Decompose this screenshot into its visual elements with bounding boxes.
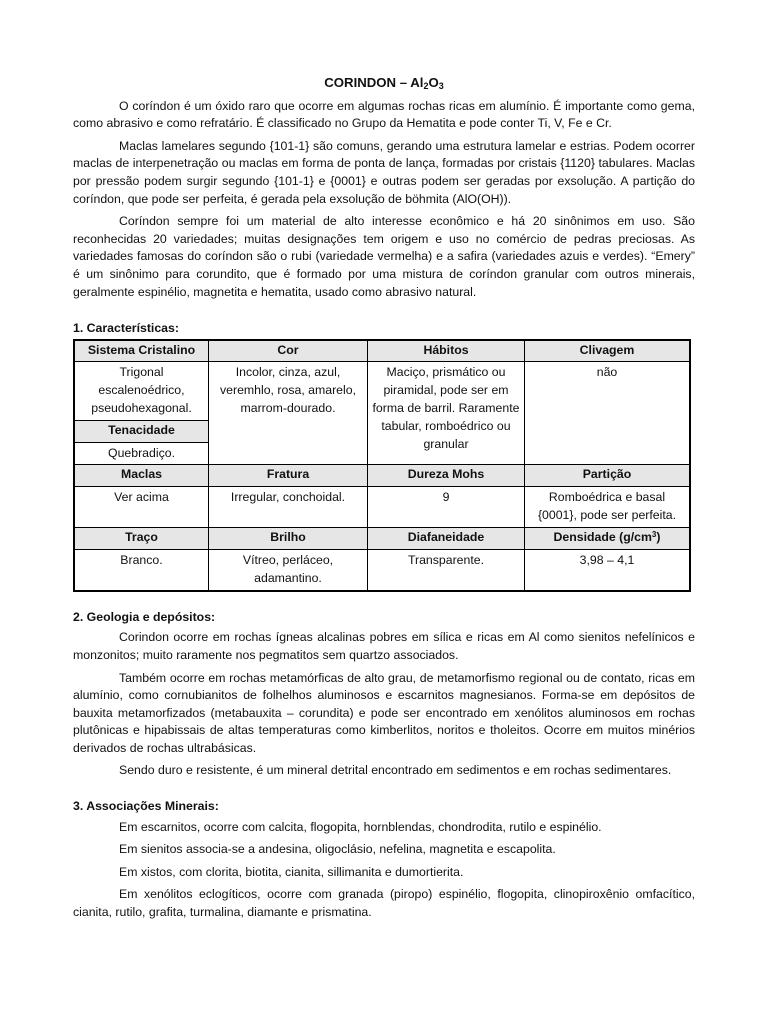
- value-particao: Romboédrica e basal {0001}, pode ser perfeita.: [537, 489, 677, 522]
- value-habitos: Maciço, prismático ou piramidal, pode ser em forma de barril. Raramente tabular, romboédrico ou granular: [372, 364, 520, 451]
- geology-paragraph-2: Também ocorre em rochas metamórficas de alto grau, de metamorfismo regional ou de contato, ricas em alumínio, como cornubianitos de folhelhos aluminosos e escarnitos magnesianos. Forma-se em depósitos de bauxita metamorfizados (metabauxita – corundita) e pode ser encontrado em xenólitos aluminosos em rochas plutônicas e hipabissais de altas temperaturas como kimberlitos, noritos e tholeitos. Ocorre em muitos minérios derivados de rochas ultrabásicas.: [73, 670, 695, 755]
- header-diafaneidade: Diafaneidade: [368, 528, 524, 549]
- section-2-heading: 2. Geologia e depósitos:: [73, 609, 216, 624]
- document-title: CORINDON – $Al_2O_3$: [324, 75, 444, 91]
- table-rule: [75, 486, 689, 487]
- header-dureza-mohs: Dureza Mohs: [368, 465, 524, 486]
- document-page: [73, 74, 695, 927]
- value-maclas: Ver acima: [114, 489, 169, 504]
- section-1-heading: 1. Características:: [73, 321, 179, 336]
- value-cor: Incolor, cinza, azul, veremhlo, rosa, amarelo, marrom-dourado.: [219, 364, 356, 415]
- value-brilho: Vítreo, perláceo, adamantino.: [242, 552, 334, 585]
- association-paragraph-4: Em xenólitos eclogíticos, ocorre com granada (piropo) espinélio, flogopita, clinopiroxênio omfacítico, cianita, rutilo, grafita, turmalina, diamante e prismatina.: [73, 887, 695, 920]
- header-tenacidade: Tenacidade: [75, 421, 208, 442]
- geology-paragraph-3: Sendo duro e resistente, é um mineral detrital encontrado em sedimentos e em rochas sedimentares.: [119, 763, 672, 778]
- value-fratura: Irregular, conchoidal.: [230, 489, 346, 504]
- intro-paragraph-1: O coríndon é um óxido raro que ocorre em algumas rochas ricas em alumínio. É importante como gema, como abrasivo e como refratário. É classificado no Grupo da Hematita e pode conter Ti, V, Fe e Cr.: [73, 98, 695, 131]
- value-dureza-mohs: 9: [442, 489, 450, 504]
- association-paragraph-1: Em escarnitos, ocorre com calcita, flogopita, hornblendas, chondrodita, rutilo e espinélio.: [119, 819, 602, 834]
- table-rule: [75, 361, 689, 362]
- header-maclas: Maclas: [75, 465, 208, 486]
- geology-paragraph-1: Corindon ocorre em rochas ígneas alcalinas pobres em sílica e ricas em Al como sienitos nefelínicos e monzonitos; muito raramente nos pegmatitos sem quartzo associados.: [73, 630, 695, 662]
- section-3-heading: 3. Associações Minerais:: [73, 799, 219, 814]
- value-densidade: 3,98 – 4,1: [579, 552, 635, 567]
- header-habitos: Hábitos: [368, 341, 524, 361]
- characteristics-table: [73, 339, 691, 592]
- header-fratura: Fratura: [209, 465, 367, 486]
- header-traco: Traço: [75, 528, 208, 549]
- header-clivagem: Clivagem: [525, 341, 689, 361]
- value-clivagem: não: [596, 364, 618, 379]
- value-tenacidade: Quebradiço.: [108, 445, 175, 460]
- association-paragraph-3: Em xistos, com clorita, biotita, cianita, sillimanita e dumortierita.: [119, 864, 464, 879]
- value-traco: Branco.: [120, 552, 163, 567]
- header-brilho: Brilho: [209, 528, 367, 549]
- header-densidade: Densidade $(g/cm^3)$: [525, 528, 689, 549]
- intro-paragraph-2: Maclas lamelares segundo {101-1} são comuns, gerando uma estrutura lamelar e estrias. Podem ocorrer maclas de interpenetração ou maclas em forma de ponta de lança, formadas por cristais {1120} tabulares. Maclas por pressão podem surgir segundo {101-1} e {0001} e outras podem ser geradas por exsolução. A partição do coríndon, que pode ser perfeita, é gerada pela exsolução de böhmita (AlO(OH)).: [73, 138, 695, 206]
- header-particao: Partição: [525, 465, 689, 486]
- value-sistema-cristalino: Trigonal escalenoédrico, pseudohexagonal.: [91, 364, 192, 415]
- intro-paragraph-3: Coríndon sempre foi um material de alto interesse econômico e há 20 sinônimos em uso. São reconhecidas 20 variedades; muitas designações tem origem e uso no comércio de pedras preciosas. As variedades famosas do coríndon são o rubi (variedade vermelha) e a safira (variedades azuis e verdes). “Emery” é um sinônimo para corundito, que é formado por uma mistura de coríndon granular com outros minerais, geralmente espinélio, magnetita e hematita, usado como abrasivo natural.: [73, 214, 695, 299]
- header-sistema-cristalino: Sistema Cristalino: [75, 341, 208, 361]
- table-rule: [75, 549, 689, 550]
- header-cor: Cor: [209, 341, 367, 361]
- table-rule: [75, 442, 208, 443]
- value-diafaneidade: Transparente.: [407, 552, 485, 567]
- association-paragraph-2: Em sienitos associa-se a andesina, oligoclásio, nefelina, magnetita e escapolita.: [119, 842, 556, 857]
